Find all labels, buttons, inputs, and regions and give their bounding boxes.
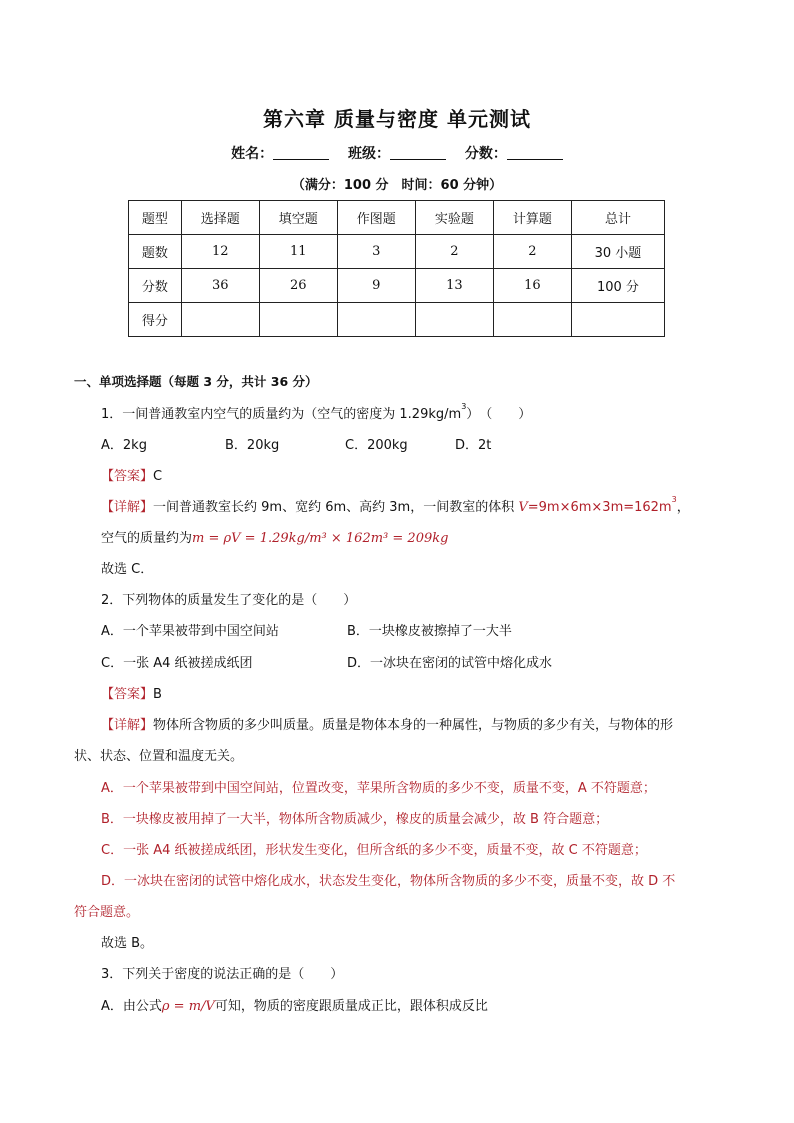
q2-explain-a: A．一个苹果被带到中国空间站，位置改变，苹果所含物质的多少不变，质量不变，A 不符题意； [101,781,656,796]
detail-punct: ， [676,500,690,515]
question-1-options [101,434,491,453]
table-cell: 得分 [129,303,182,337]
answer-tag: 【答案】 [101,687,154,702]
q2-explain-c: C．一张 A4 纸被搓成纸团，形状发生变化，但所含纸的多少不变，质量不变，故 C 不符题意； [101,843,647,858]
answer-value: C [153,469,163,484]
q1-stem-sup: 3 [461,402,467,411]
score-label: 分数： [464,146,507,162]
table-cell: 题型 [129,201,182,235]
table-cell: 题数 [129,235,182,269]
detail-tag: 【详解】 [101,718,154,733]
q2-answer [101,683,162,702]
table-cell: 计算题 [493,201,571,235]
detail-text: 一间普通教室长约 9m、宽约 6m、高约 3m，一间教室的体积 [153,500,519,515]
question-2-options-row-2 [101,652,552,671]
detail-text: 空气的质量约为 [101,531,193,546]
question-3-stem: 3．下列关于密度的说法正确的是（ ） [101,967,344,982]
answer-tag: 【答案】 [101,469,154,484]
table-cell: 12 [181,235,259,269]
q2-conclusion: 故选 B。 [101,936,154,951]
table-cell: 13 [415,269,493,303]
option-text: A．由公式 [101,999,162,1014]
table-row [129,303,665,337]
table-cell: 2 [415,235,493,269]
volume-formula: =9m×6m×3m=162m [527,500,672,515]
class-blank[interactable] [390,145,446,160]
q1-detail-line-1 [101,496,690,515]
question-1-stem [101,403,531,422]
q3-option-a[interactable] [101,995,488,1014]
score-input-cell[interactable] [337,303,415,337]
table-cell: 填空题 [259,201,337,235]
detail-tag: 【详解】 [101,500,154,515]
score-input-cell[interactable] [493,303,571,337]
answer-value: B [153,687,162,702]
q2-detail-line-1 [101,714,673,733]
name-label: 姓名： [231,146,274,162]
score-input-cell[interactable] [259,303,337,337]
table-row [129,235,665,269]
q2-option-c[interactable]: C．一张 A4 纸被搓成纸团 [101,656,253,671]
table-cell: 分数 [129,269,182,303]
q1-option-a[interactable]: A．2kg [101,438,147,453]
table-cell: 30 小题 [571,235,664,269]
table-row [129,269,665,303]
table-cell: 作图题 [337,201,415,235]
score-table [128,200,665,337]
q1-stem-tail: ） （ ） [466,407,532,422]
table-cell: 实验题 [415,201,493,235]
volume-sup: 3 [671,495,677,504]
table-cell: 16 [493,269,571,303]
score-input-cell[interactable] [181,303,259,337]
score-input-cell[interactable] [415,303,493,337]
table-cell: 11 [259,235,337,269]
score-input-cell[interactable] [571,303,664,337]
q2-option-d[interactable]: D．一冰块在密闭的试管中熔化成水 [347,656,553,671]
q2-detail-line-2: 状、状态、位置和温度无关。 [74,749,244,764]
table-row [129,201,665,235]
q1-answer [101,465,162,484]
q1-option-d[interactable]: D．2t [455,438,492,453]
detail-text: 物体所含物质的多少叫质量。质量是物体本身的一种属性，与物质的多少有关，与物体的形 [153,718,674,733]
name-blank[interactable] [273,145,329,160]
option-text: 可知，物质的密度跟质量成正比，跟体积成反比 [214,999,488,1014]
section-title: 一、单项选择题（每题 3 分，共计 36 分） [74,374,318,389]
q2-explain-d-2: 符合题意。 [74,905,140,920]
table-cell: 总计 [571,201,664,235]
q2-explain-b: B．一块橡皮被用掉了一大半，物体所含物质减少，橡皮的质量会减少，故 B 符合题意； [101,812,609,827]
question-2-options-row-1 [101,620,512,639]
q1-conclusion: 故选 C． [101,562,154,577]
table-cell: 选择题 [181,201,259,235]
table-cell: 26 [259,269,337,303]
volume-symbol: V [518,500,528,515]
density-formula: ρ = m/V [161,999,215,1014]
student-info-line [0,143,794,163]
table-cell: 3 [337,235,415,269]
q1-option-b[interactable]: B．20kg [225,438,280,453]
exam-subtitle: （满分：100 分 时间：60 分钟） [291,178,503,193]
table-cell: 100 分 [571,269,664,303]
mass-formula: m = ρV = 1.29kg/m³ × 162m³ = 209kg [192,531,449,546]
question-2-stem: 2．下列物体的质量发生了变化的是（ ） [101,593,357,608]
q1-option-c[interactable]: C．200kg [345,438,408,453]
score-blank[interactable] [507,145,563,160]
q2-explain-d-1: D．一冰块在密闭的试管中熔化成水，状态发生变化，物体所含物质的多少不变，质量不变，故 D 不 [101,874,676,889]
q2-option-a[interactable]: A．一个苹果被带到中国空间站 [101,624,279,639]
q2-option-b[interactable]: B．一块橡皮被擦掉了一大半 [347,624,512,639]
table-cell: 2 [493,235,571,269]
table-cell: 36 [181,269,259,303]
class-label: 班级： [348,146,390,162]
q1-detail-line-2 [101,527,448,546]
page-title: 第六章 质量与密度 单元测试 [263,107,531,131]
q1-stem-text: 1．一间普通教室内空气的质量约为（空气的密度为 1.29kg/m [101,407,462,422]
table-cell: 9 [337,269,415,303]
